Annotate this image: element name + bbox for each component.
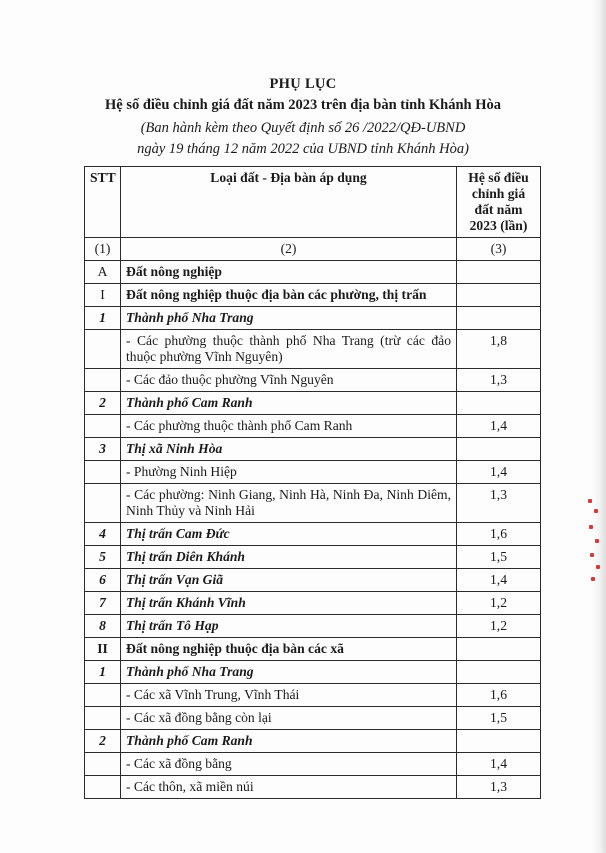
table-row	[85, 638, 541, 661]
table-row	[85, 592, 541, 615]
row-name: Thị trấn Khánh Vĩnh	[121, 592, 457, 615]
row-value	[457, 730, 541, 753]
row-name: Đất nông nghiệp thuộc địa bàn các phường, thị trấn	[121, 284, 457, 307]
table-row	[85, 753, 541, 776]
row-name: - Các phường: Ninh Giang, Ninh Hà, Ninh Đa, Ninh Diêm, Ninh Thủy và Ninh Hải	[121, 484, 457, 523]
row-stt: 3	[85, 438, 121, 461]
red-stamp-edge	[586, 495, 604, 585]
column-number-2: (2)	[121, 238, 457, 261]
row-name: Thành phố Cam Ranh	[121, 392, 457, 415]
row-value	[457, 638, 541, 661]
row-value: 1,3	[457, 776, 541, 799]
row-stt	[85, 776, 121, 799]
row-name: - Các đảo thuộc phường Vĩnh Nguyên	[121, 369, 457, 392]
row-name: - Các phường thuộc thành phố Nha Trang (trừ các đảo thuộc phường Vĩnh Nguyên)	[121, 330, 457, 369]
row-value	[457, 392, 541, 415]
header-coefficient: Hệ số điều chỉnh giá đất năm 2023 (lần)	[457, 167, 541, 238]
table-row	[85, 392, 541, 415]
row-stt: 4	[85, 523, 121, 546]
table-row	[85, 615, 541, 638]
row-stt: 6	[85, 569, 121, 592]
issuance-note-line1: (Ban hành kèm theo Quyết định số 26 /2022/QĐ-UBND	[140, 120, 466, 136]
row-value: 1,4	[457, 569, 541, 592]
row-name: - Phường Ninh Hiệp	[121, 461, 457, 484]
row-stt: I	[85, 284, 121, 307]
table-row	[85, 730, 541, 753]
row-name: - Các phường thuộc thành phố Cam Ranh	[121, 415, 457, 438]
table-row	[85, 461, 541, 484]
row-value	[457, 438, 541, 461]
table-row	[85, 776, 541, 799]
issuance-note-line2: ngày 19 tháng 12 năm 2022 của UBND tỉnh Khánh Hòa)	[137, 141, 469, 157]
row-name: Thị trấn Cam Đức	[121, 523, 457, 546]
row-stt: 7	[85, 592, 121, 615]
row-name: Thị trấn Vạn Giã	[121, 569, 457, 592]
document-subtitle: Hệ số điều chỉnh giá đất năm 2023 trên địa bàn tỉnh Khánh Hòa	[104, 97, 502, 113]
row-value: 1,2	[457, 615, 541, 638]
table-row	[85, 261, 541, 284]
table-row	[85, 661, 541, 684]
row-value: 1,5	[457, 546, 541, 569]
row-stt	[85, 684, 121, 707]
table-row	[85, 330, 541, 369]
row-name: Thị trấn Tô Hạp	[121, 615, 457, 638]
row-value: 1,8	[457, 330, 541, 369]
row-stt	[85, 369, 121, 392]
table-row	[85, 523, 541, 546]
column-number-3: (3)	[457, 238, 541, 261]
row-value: 1,4	[457, 753, 541, 776]
column-number-1: (1)	[85, 238, 121, 261]
header-stt: STT	[85, 167, 121, 238]
row-name: - Các thôn, xã miền núi	[121, 776, 457, 799]
row-name: - Các xã đồng bằng còn lại	[121, 707, 457, 730]
row-name: - Các xã đồng bằng	[121, 753, 457, 776]
row-value	[457, 661, 541, 684]
row-stt: 2	[85, 730, 121, 753]
row-value: 1,2	[457, 592, 541, 615]
row-stt	[85, 753, 121, 776]
row-name: Thị trấn Diên Khánh	[121, 546, 457, 569]
row-stt: 1	[85, 661, 121, 684]
row-stt: II	[85, 638, 121, 661]
row-value	[457, 284, 541, 307]
row-stt	[85, 415, 121, 438]
table-row	[85, 284, 541, 307]
row-name: Đất nông nghiệp	[121, 261, 457, 284]
coefficient-table	[84, 166, 541, 799]
table-row	[85, 415, 541, 438]
row-name: Thành phố Cam Ranh	[121, 730, 457, 753]
row-stt	[85, 484, 121, 523]
row-value: 1,6	[457, 523, 541, 546]
table-row	[85, 484, 541, 523]
document-title: PHỤ LỤC	[269, 76, 337, 92]
table-row	[85, 684, 541, 707]
header-land-type: Loại đất - Địa bàn áp dụng	[121, 167, 457, 238]
table-row	[85, 546, 541, 569]
table-row	[85, 369, 541, 392]
row-value: 1,3	[457, 484, 541, 523]
row-value: 1,4	[457, 461, 541, 484]
row-stt: A	[85, 261, 121, 284]
row-stt	[85, 461, 121, 484]
table-row	[85, 569, 541, 592]
row-stt	[85, 707, 121, 730]
row-name: Đất nông nghiệp thuộc địa bàn các xã	[121, 638, 457, 661]
table-row	[85, 307, 541, 330]
row-value	[457, 261, 541, 284]
row-name: Thành phố Nha Trang	[121, 661, 457, 684]
row-stt	[85, 330, 121, 369]
row-value: 1,5	[457, 707, 541, 730]
table-row	[85, 707, 541, 730]
row-value: 1,6	[457, 684, 541, 707]
row-value: 1,3	[457, 369, 541, 392]
column-number-row	[85, 238, 541, 261]
row-stt: 5	[85, 546, 121, 569]
row-name: - Các xã Vĩnh Trung, Vĩnh Thái	[121, 684, 457, 707]
row-stt: 8	[85, 615, 121, 638]
row-name: Thị xã Ninh Hòa	[121, 438, 457, 461]
row-name: Thành phố Nha Trang	[121, 307, 457, 330]
row-stt: 2	[85, 392, 121, 415]
row-value	[457, 307, 541, 330]
row-stt: 1	[85, 307, 121, 330]
table-header-row	[85, 167, 541, 238]
table-row	[85, 438, 541, 461]
row-value: 1,4	[457, 415, 541, 438]
